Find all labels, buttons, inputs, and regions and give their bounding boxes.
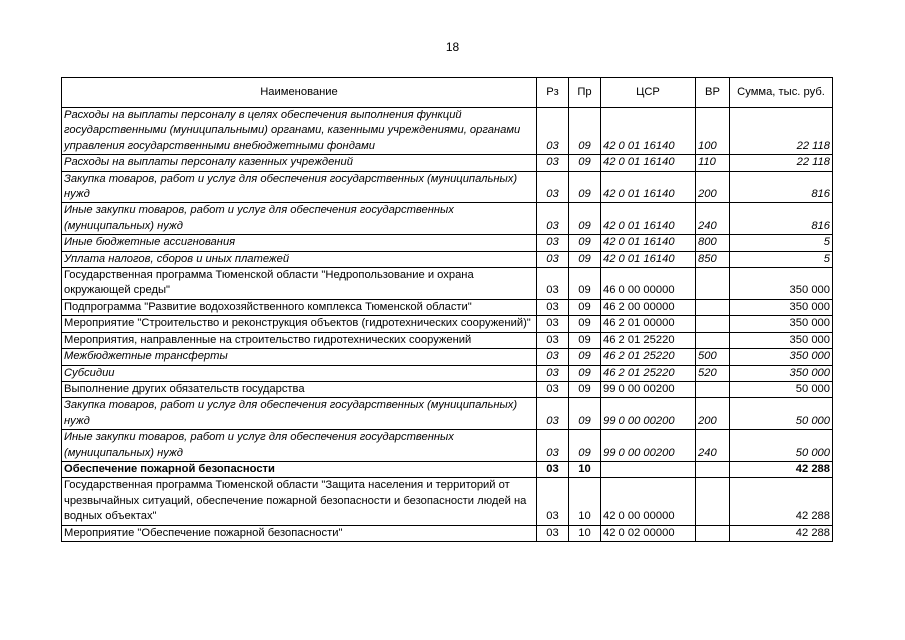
cell-sum: 816: [730, 171, 833, 203]
cell-pr: 09: [569, 203, 601, 235]
cell-rz: 03: [537, 430, 569, 462]
table-row: [62, 268, 833, 300]
cell-csr: 99 0 00 00200: [601, 430, 696, 462]
cell-rz: 03: [537, 381, 569, 397]
table-row: [62, 251, 833, 267]
cell-name: Расходы на выплаты персоналу казенных учреждений: [62, 155, 537, 171]
cell-name: Подпрограмма "Развитие водохозяйственного комплекса Тюменской области": [62, 299, 537, 315]
cell-sum: 50 000: [730, 398, 833, 430]
cell-csr: 99 0 00 00200: [601, 381, 696, 397]
cell-pr: 09: [569, 251, 601, 267]
cell-sum: 22 118: [730, 155, 833, 171]
cell-vr: [696, 316, 730, 332]
cell-rz: 03: [537, 349, 569, 365]
table-row: [62, 349, 833, 365]
cell-rz: 03: [537, 203, 569, 235]
cell-pr: 09: [569, 235, 601, 251]
cell-pr: 09: [569, 108, 601, 155]
cell-csr: 99 0 00 00200: [601, 398, 696, 430]
table-row: [62, 316, 833, 332]
cell-name: Мероприятия, направленные на строительство гидротехнических сооружений: [62, 332, 537, 348]
header-csr: ЦСР: [601, 78, 696, 108]
cell-vr: 110: [696, 155, 730, 171]
header-rz: Рз: [537, 78, 569, 108]
cell-name: Межбюджетные трансферты: [62, 349, 537, 365]
cell-csr: 42 0 00 00000: [601, 478, 696, 525]
cell-pr: 09: [569, 316, 601, 332]
cell-csr: 42 0 01 16140: [601, 155, 696, 171]
cell-rz: 03: [537, 235, 569, 251]
cell-pr: 09: [569, 349, 601, 365]
cell-vr: 520: [696, 365, 730, 381]
cell-csr: 46 2 00 00000: [601, 299, 696, 315]
cell-vr: 200: [696, 171, 730, 203]
cell-vr: [696, 268, 730, 300]
cell-sum: 350 000: [730, 268, 833, 300]
cell-csr: 42 0 01 16140: [601, 171, 696, 203]
cell-vr: [696, 525, 730, 541]
cell-vr: 240: [696, 203, 730, 235]
cell-csr: 42 0 01 16140: [601, 235, 696, 251]
cell-csr: [601, 461, 696, 477]
cell-sum: 5: [730, 251, 833, 267]
cell-sum: 42 288: [730, 461, 833, 477]
header-vr: ВР: [696, 78, 730, 108]
cell-csr: 46 0 00 00000: [601, 268, 696, 300]
cell-csr: 42 0 02 00000: [601, 525, 696, 541]
cell-pr: 09: [569, 155, 601, 171]
cell-pr: 10: [569, 478, 601, 525]
cell-csr: 42 0 01 16140: [601, 203, 696, 235]
cell-vr: 240: [696, 430, 730, 462]
cell-rz: 03: [537, 398, 569, 430]
table-row: [62, 299, 833, 315]
cell-rz: 03: [537, 478, 569, 525]
cell-csr: 46 2 01 25220: [601, 365, 696, 381]
cell-pr: 09: [569, 268, 601, 300]
cell-rz: 03: [537, 299, 569, 315]
cell-pr: 09: [569, 381, 601, 397]
cell-name: Закупка товаров, работ и услуг для обеспечения государственных (муниципальных) нужд: [62, 398, 537, 430]
cell-name: Субсидии: [62, 365, 537, 381]
cell-sum: 42 288: [730, 478, 833, 525]
cell-pr: 09: [569, 299, 601, 315]
table-header-row: [62, 78, 833, 108]
cell-vr: [696, 461, 730, 477]
cell-csr: 46 2 01 00000: [601, 316, 696, 332]
cell-sum: 350 000: [730, 299, 833, 315]
cell-name: Государственная программа Тюменской области "Недропользование и охрана окружающей среды": [62, 268, 537, 300]
table-row: [62, 461, 833, 477]
table-row: [62, 381, 833, 397]
cell-vr: 850: [696, 251, 730, 267]
cell-sum: 350 000: [730, 349, 833, 365]
cell-rz: 03: [537, 525, 569, 541]
cell-csr: 46 2 01 25220: [601, 349, 696, 365]
header-sum: Сумма, тыс. руб.: [730, 78, 833, 108]
cell-rz: 03: [537, 365, 569, 381]
cell-pr: 09: [569, 398, 601, 430]
cell-sum: 816: [730, 203, 833, 235]
cell-rz: 03: [537, 251, 569, 267]
cell-rz: 03: [537, 155, 569, 171]
cell-vr: [696, 381, 730, 397]
table-row: [62, 365, 833, 381]
cell-vr: 500: [696, 349, 730, 365]
table-row: [62, 430, 833, 462]
cell-pr: 09: [569, 430, 601, 462]
cell-pr: 10: [569, 525, 601, 541]
table-row: [62, 155, 833, 171]
table-row: [62, 525, 833, 541]
cell-rz: 03: [537, 268, 569, 300]
cell-name: Уплата налогов, сборов и иных платежей: [62, 251, 537, 267]
header-pr: Пр: [569, 78, 601, 108]
cell-sum: 350 000: [730, 365, 833, 381]
cell-sum: 42 288: [730, 525, 833, 541]
cell-rz: 03: [537, 108, 569, 155]
cell-sum: 5: [730, 235, 833, 251]
cell-sum: 350 000: [730, 316, 833, 332]
cell-rz: 03: [537, 316, 569, 332]
table-row: [62, 235, 833, 251]
cell-csr: 42 0 01 16140: [601, 251, 696, 267]
cell-sum: 50 000: [730, 381, 833, 397]
table-body: [62, 108, 833, 542]
table-row: [62, 398, 833, 430]
table-row: [62, 332, 833, 348]
cell-vr: 200: [696, 398, 730, 430]
cell-name: Обеспечение пожарной безопасности: [62, 461, 537, 477]
cell-name: Мероприятие "Строительство и реконструкция объектов (гидротехнических сооружений)": [62, 316, 537, 332]
cell-name: Иные бюджетные ассигнования: [62, 235, 537, 251]
cell-pr: 10: [569, 461, 601, 477]
cell-name: Иные закупки товаров, работ и услуг для обеспечения государственных (муниципальных) нужд: [62, 203, 537, 235]
cell-vr: [696, 332, 730, 348]
table-row: [62, 203, 833, 235]
cell-rz: 03: [537, 332, 569, 348]
cell-vr: [696, 299, 730, 315]
cell-vr: 800: [696, 235, 730, 251]
cell-pr: 09: [569, 332, 601, 348]
cell-name: Расходы на выплаты персоналу в целях обеспечения выполнения функций государственными (муниципальными) органами, казенными учреждениями, органами управления государственными внебюджетными фондами: [62, 108, 537, 155]
cell-name: Иные закупки товаров, работ и услуг для обеспечения государственных (муниципальных) нужд: [62, 430, 537, 462]
cell-rz: 03: [537, 461, 569, 477]
cell-vr: 100: [696, 108, 730, 155]
cell-sum: 50 000: [730, 430, 833, 462]
cell-vr: [696, 478, 730, 525]
cell-sum: 22 118: [730, 108, 833, 155]
header-name: Наименование: [62, 78, 537, 108]
cell-rz: 03: [537, 171, 569, 203]
cell-name: Закупка товаров, работ и услуг для обеспечения государственных (муниципальных) нужд: [62, 171, 537, 203]
table-row: [62, 108, 833, 155]
table-row: [62, 171, 833, 203]
cell-csr: 42 0 01 16140: [601, 108, 696, 155]
cell-pr: 09: [569, 365, 601, 381]
page-number: 18: [445, 40, 460, 54]
cell-pr: 09: [569, 171, 601, 203]
budget-table: [61, 77, 833, 542]
cell-sum: 350 000: [730, 332, 833, 348]
cell-csr: 46 2 01 25220: [601, 332, 696, 348]
cell-name: Выполнение других обязательств государства: [62, 381, 537, 397]
cell-name: Мероприятие "Обеспечение пожарной безопасности": [62, 525, 537, 541]
cell-name: Государственная программа Тюменской области "Защита населения и территорий от чрезвычайных ситуаций, обеспечение пожарной безопасности и безопасности людей на водных объектах": [62, 478, 537, 525]
table-row: [62, 478, 833, 525]
